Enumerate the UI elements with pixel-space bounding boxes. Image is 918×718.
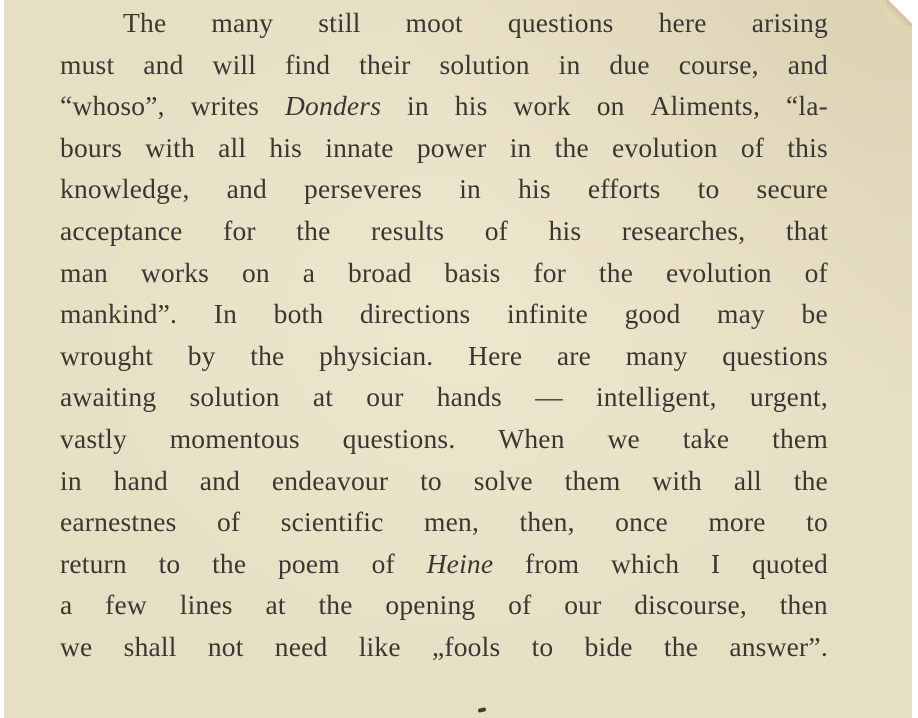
text-word: works [140,256,210,288]
text-word: infinite [506,298,588,330]
text-word: his [548,214,582,246]
text-word: poem [277,547,340,579]
text-word: then, [519,506,575,538]
text-word: his [454,90,488,122]
text-word: to [806,506,828,538]
text-word: the [212,547,247,579]
text-word: of [484,214,509,246]
text-word: and [787,48,828,80]
text-word: of [216,506,241,538]
text-line [60,418,828,460]
text-word: results [371,214,445,246]
text-word: the [663,630,699,662]
text-word: “whoso”, [60,90,165,122]
text-word: vastly [60,422,127,454]
text-word: solve [473,464,533,496]
text-word: all [218,131,247,163]
text-word: evolution [666,256,772,288]
text-word: — [535,381,563,413]
text-word: not [207,630,244,662]
text-line [60,127,828,169]
text-word: we [607,422,640,454]
text-word: in [407,90,429,122]
text-word: intelligent, [595,381,717,413]
text-word: are [556,339,592,371]
text-word: them [564,464,621,496]
text-word: I [710,547,721,579]
text-word: his [269,131,303,163]
text-word: for [533,256,567,288]
italic-name-word: Donders [284,90,382,122]
text-line [60,584,828,626]
text-word: scientific [280,506,384,538]
text-word: of [371,547,395,579]
text-line [60,210,828,252]
text-word: endeavour [271,464,389,496]
text-word: power [416,131,487,163]
text-word: at [312,381,334,413]
text-word: mankind”. [60,298,178,330]
text-word: of [740,131,765,163]
text-word: more [708,506,766,538]
text-word: evolution [612,131,718,163]
text-word: solution [189,381,280,413]
text-word: take [682,422,730,454]
text-word: our [564,589,602,621]
text-word: solution [439,48,530,80]
text-word: few [105,589,147,621]
text-word: on [241,256,270,288]
text-word: the [296,214,331,246]
text-word: still [318,7,361,38]
text-word: work [513,90,571,122]
text-word: many [211,7,274,38]
text-word: in [558,48,581,80]
text-word: here [658,7,707,38]
text-word: questions. [342,422,456,454]
text-word: writes [190,90,260,122]
text-word: lines [179,589,233,621]
text-word: broad [348,256,412,288]
text-word: arising [751,7,828,38]
text-word: shall [123,630,177,662]
text-word: bide [584,630,633,662]
text-word: good [624,298,681,330]
text-word: on [596,90,625,122]
text-word: the [554,131,589,163]
text-word: and [226,173,267,205]
text-word: at [265,589,286,621]
text-word: once [615,506,668,538]
text-word: by [187,339,216,371]
text-word: directions [359,298,471,330]
text-word: and [143,48,184,80]
text-word: Aliments, [650,90,761,122]
text-word: questions [507,7,614,38]
text-word: moot [405,7,463,38]
text-word: the [793,464,828,496]
paragraph-text [60,2,828,668]
text-word: The [123,7,167,38]
text-line [60,252,828,294]
text-word: may [717,298,765,330]
text-word: and [199,464,241,496]
text-word: find [285,48,331,80]
text-word: we [60,630,93,662]
text-word: in [60,464,82,496]
ink-speck-decoration [478,707,487,713]
italic-name-word: Heine [426,547,494,579]
text-word: will [212,48,257,80]
text-word: a [60,589,73,621]
text-word: in [509,131,532,163]
text-word: opening [385,589,476,621]
text-word: the [318,589,353,621]
text-word: efforts [587,173,661,205]
text-word: “la- [785,90,828,122]
text-word: discourse, [634,589,747,621]
text-word: knowledge, [60,173,190,205]
text-word: to [697,173,720,205]
page-corner-curl [886,0,912,26]
text-word: wrought [60,339,154,371]
text-word: urgent, [749,381,828,413]
text-word: like [358,630,401,662]
text-word: with [145,131,195,163]
text-word: that [785,214,828,246]
text-word: hands [436,381,502,413]
text-line [60,293,828,335]
text-word: bours [60,131,123,163]
text-word: many [625,339,688,371]
text-word: to [158,547,181,579]
text-word: in [459,173,481,205]
text-word: their [359,48,411,80]
text-word: researches, [621,214,746,246]
text-line [60,543,828,585]
text-word: both [273,298,324,330]
text-word: earnestnes [60,506,177,538]
text-word: this [787,131,828,163]
text-word: momentous [169,422,300,454]
text-word: his [518,173,551,205]
text-word: secure [756,173,828,205]
text-word: return [60,547,127,579]
text-word: When [498,422,565,454]
text-line [60,44,828,86]
text-line [60,2,828,44]
text-word: then [779,589,828,621]
text-word: „fools [431,630,501,662]
text-word: all [733,464,762,496]
text-word: to [420,464,442,496]
text-line [60,626,828,668]
text-word: quoted [751,547,828,579]
text-word: innate [325,131,394,163]
text-word: answer”. [729,630,828,662]
text-word: hand [113,464,168,496]
text-word: the [250,339,285,371]
text-word: Here [468,339,523,371]
page-left-edge [0,0,4,718]
text-word: them [772,422,828,454]
text-word: need [274,630,328,662]
text-line [60,335,828,377]
page-right-edge [912,0,918,718]
text-word: a [302,256,316,288]
text-word: our [366,381,404,413]
text-word: of [804,256,828,288]
text-word: basis [444,256,501,288]
text-word: of [508,589,532,621]
text-word: to [531,630,554,662]
text-word: with [652,464,702,496]
text-line [60,460,828,502]
text-word: acceptance [60,214,183,246]
text-line [60,168,828,210]
text-word: perseveres [304,173,423,205]
text-word: be [801,298,828,330]
text-word: from [524,547,580,579]
text-line [60,376,828,418]
text-word: men, [424,506,480,538]
text-line [60,85,828,127]
text-word: In [213,298,238,330]
text-line [60,501,828,543]
text-word: course, [678,48,759,80]
text-word: awaiting [60,381,157,413]
text-word: questions [722,339,828,371]
text-word: the [598,256,634,288]
text-word: which [610,547,680,579]
text-word: due [609,48,650,80]
text-word: man [60,256,108,288]
text-word: for [223,214,256,246]
text-word: must [60,48,115,80]
text-word: physician. [319,339,434,371]
